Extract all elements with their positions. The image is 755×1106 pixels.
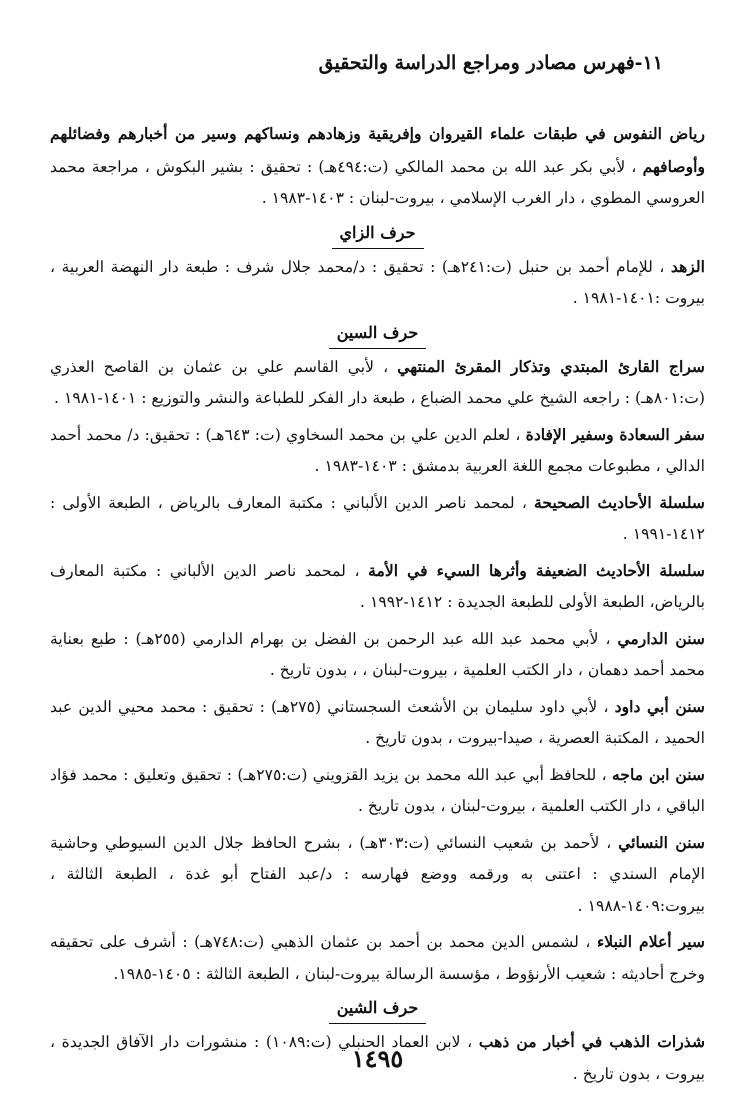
entry-details: ، لابن العماد الحنبلي (ت:١٠٨٩) : منشورات دار الآفاق الجديدة ، بيروت ، بدون تاريخ . <box>50 1033 705 1083</box>
bibliography-entry <box>50 118 705 215</box>
page-number: ١٤٩٥ <box>351 1044 404 1073</box>
entry-details: ، لأحمد بن شعيب النسائي (ت:٣٠٣هـ) ، بشرح الحافظ جلال الدين السيوطي وحاشية الإمام السندي : اعتنى به ورقمه ووضع فهارسه : د/عبد الفتاح أبو غدة ، الطبعة الثالثة ، بيروت:١٤٠٩-١٩٨٨ . <box>50 833 705 915</box>
bibliography-entry <box>50 759 705 823</box>
entry-title: الزهد <box>670 256 705 276</box>
entry-title: سلسلة الأحاديث الضعيفة وأثرها السيء في الأمة <box>368 560 705 580</box>
entry-title: سنن أبي داود <box>614 696 705 716</box>
bibliography-entry <box>50 555 705 619</box>
section-heading <box>50 994 705 1024</box>
section-heading-label: حرف الشين <box>329 994 426 1024</box>
bibliography-entry <box>50 251 705 315</box>
entry-details: ، للإمام أحمد بن حنبل (ت:٢٤١هـ) : تحقيق : د/محمد جلال شرف : طبعة دار النهضة العربية ، بيروت :١٤٠١-١٩٨١ . <box>50 257 705 307</box>
entry-details: ، لمحمد ناصر الدين الألباني : مكتبة المعارف بالرياض ، الطبعة الأولى : ١٤١٢-١٩٩١ . <box>50 493 705 543</box>
entry-details: ، لشمس الدين محمد بن أحمد بن عثمان الذهبي (ت:٧٤٨هـ) : أشرف على تحقيقه وخرج أحاديثه : شعيب الأرنؤوط ، مؤسسة الرسالة بيروت-لبنان ، الطبعة الثالثة : ١٤٠٥-١٩٨٥. <box>50 933 705 983</box>
entry-details: ، للحافظ أبي عبد الله محمد بن يزيد القزويني (ت:٢٧٥هـ) : تحقيق وتعليق : محمد فؤاد الباقي ، دار الكتب العلمية ، بيروت-لبنان ، بدون تاريخ . <box>50 765 705 815</box>
section-heading-label: حرف السين <box>329 319 426 349</box>
section-heading-label: حرف الزاي <box>332 219 424 249</box>
entry-title: شذرات الذهب في أخبار من ذهب <box>478 1032 706 1051</box>
entry-title: سراج القارئ المبتدي وتذكار المقرئ المنتهي <box>397 356 705 376</box>
section-heading <box>50 219 705 249</box>
entry-details: ، لمحمد ناصر الدين الألباني : مكتبة المعارف بالرياض، الطبعة الأولى للطبعة الجديدة : ١٤١٢-١٩٩٢ . <box>50 561 705 611</box>
entry-title: سنن ابن ماجه <box>612 764 705 784</box>
bibliography-list <box>50 118 705 1094</box>
entry-title: سنن الدارمي <box>617 628 705 648</box>
bibliography-entry <box>50 827 705 923</box>
entry-details: ، لأبي داود سليمان بن الأشعث السجستاني (٢٧٥هـ) : تحقيق : محمد محيي الدين عبد الحميد ، المكتبة العصرية ، صيدا-بيروت ، بدون تاريخ . <box>50 697 705 747</box>
bibliography-entry <box>50 419 705 483</box>
entry-title: سير أعلام النبلاء <box>596 932 705 951</box>
page-header: ١١-فهرس مصادر ومراجع الدراسة والتحقيق <box>318 52 663 74</box>
bibliography-entry <box>50 926 705 990</box>
entry-details: ، لأبي القاسم علي بن عثمان بن القاصح العذري (ت:٨٠١هـ) : راجعه الشيخ علي محمد الضباع ، طبعة دار الفكر للطباعة والنشر والتوزيع : ١٤٠١-١٩٨١ . <box>50 357 705 407</box>
bibliography-entry <box>50 623 705 687</box>
entry-details: ، لعلم الدين علي بن محمد السخاوي (ت: ٦٤٣هـ) : تحقيق: د/ محمد أحمد الدالي ، مطبوعات مجمع اللغة العربية بدمشق : ١٤٠٣-١٩٨٣ . <box>50 425 705 475</box>
bibliography-entry <box>50 691 705 755</box>
bibliography-entry <box>50 487 705 551</box>
entry-title: رياض النفوس في طبقات علماء القيروان وإفريقية وزهادهم ونساكهم وسير من أخبارهم وفضائلهم وأوصافهم <box>50 124 705 176</box>
entry-details: ، لأبي بكر عبد الله بن محمد المالكي (ت:٤٩٤هـ) : تحقيق : بشير البكوش ، مراجعة محمد العروسي المطوي ، دار الغرب الإسلامي ، بيروت-لبنان : ١٤٠٣-١٩٨٣ . <box>50 157 705 207</box>
entry-title: سفر السعادة وسفير الإفادة <box>525 424 705 444</box>
entry-title: سلسلة الأحاديث الصحيحة <box>534 492 705 512</box>
bibliography-entry <box>50 351 705 415</box>
section-heading <box>50 319 705 349</box>
entry-details: ، لأبي محمد عبد الله عبد الرحمن بن الفضل بن بهرام الدارمي (٢٥٥هـ) : طبع بعناية محمد أحمد دهمان ، دار الكتب العلمية ، بيروت-لبنان ، ، بدون تاريخ . <box>50 629 705 679</box>
entry-title: سنن النسائي <box>618 832 705 852</box>
